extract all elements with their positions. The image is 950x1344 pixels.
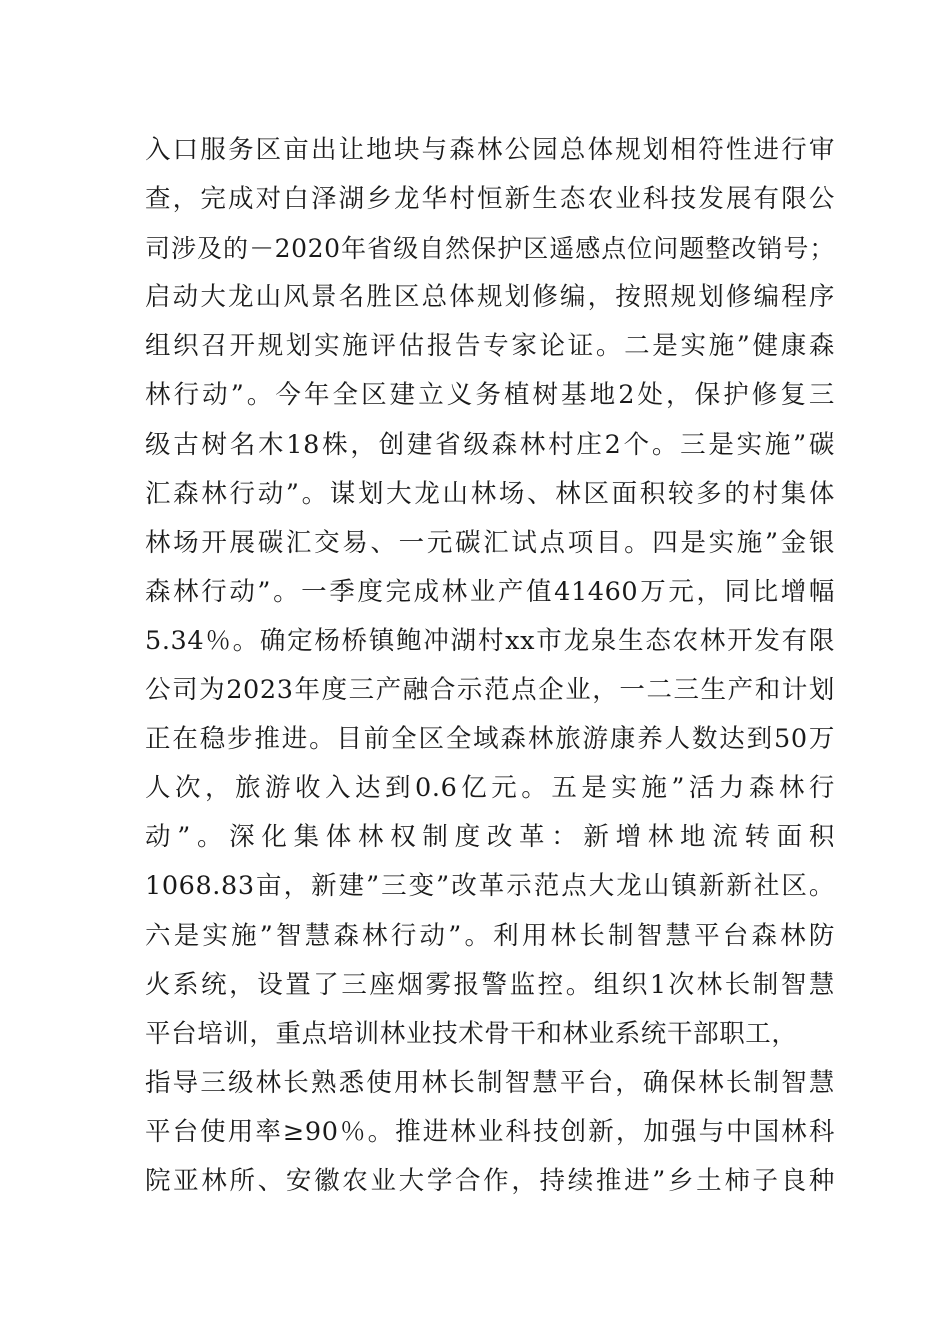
text-line: 林场开展碳汇交易、一元碳汇试点项目。四是实施”金银 <box>145 527 835 558</box>
text-line: 动”。深化集体林权制度改革：新增林地流转面积 <box>145 822 835 853</box>
text-line: 正在稳步推进。目前全区全域森林旅游康养人数达到50万 <box>145 724 835 755</box>
text-line: 入口服务区亩出让地块与森林公园总体规划相符性进行审 <box>145 135 835 165</box>
text-line: 六是实施”智慧森林行动”。利用林长制智慧平台森林防 <box>145 920 835 951</box>
text-line: 组织召开规划实施评估报告专家论证。二是实施”健康森 <box>145 331 835 362</box>
text-line: 人次，旅游收入达到0.6亿元。五是实施”活力森林行 <box>145 773 835 804</box>
text-line: 公司为2023年度三产融合示范点企业，一二三生产和计划 <box>145 675 835 706</box>
text-line: 院亚林所、安徽农业大学合作，持续推进”乡土柿子良种 <box>145 1165 835 1196</box>
text-line: 1068.83亩，新建”三变”改革示范点大龙山镇新新社区。 <box>145 871 835 902</box>
text-line: 5.34％。确定杨桥镇鲍冲湖村xx市龙泉生态农林开发有限 <box>145 625 835 656</box>
text-line: 司涉及的－2020年省级自然保护区遥感点位问题整改销号； <box>145 234 835 264</box>
text-line: 林行动”。今年全区建立义务植树基地2处，保护修复三 <box>145 380 835 411</box>
text-line: 级古树名木18株，创建省级森林村庄2个。三是实施”碳 <box>145 429 835 460</box>
text-line: 指导三级林长熟悉使用林长制智慧平台，确保林长制智慧 <box>145 1067 835 1098</box>
text-line: 平台使用率≥90％。推进林业科技创新，加强与中国林科 <box>145 1116 835 1147</box>
body-text <box>145 126 835 1206</box>
text-line: 平台培训，重点培训林业技术骨干和林业系统干部职工， <box>145 1018 798 1049</box>
text-line: 森林行动”。一季度完成林业产值41460万元，同比增幅 <box>145 576 835 607</box>
text-line: 启动大龙山风景名胜区总体规划修编，按照规划修编程序 <box>145 282 835 313</box>
text-line: 火系统，设置了三座烟雾报警监控。组织1次林长制智慧 <box>145 969 835 1000</box>
text-line: 汇森林行动”。谋划大龙山林场、林区面积较多的村集体 <box>145 478 835 509</box>
text-line: 查，完成对白泽湖乡龙华村恒新生态农业科技发展有限公 <box>145 184 835 215</box>
